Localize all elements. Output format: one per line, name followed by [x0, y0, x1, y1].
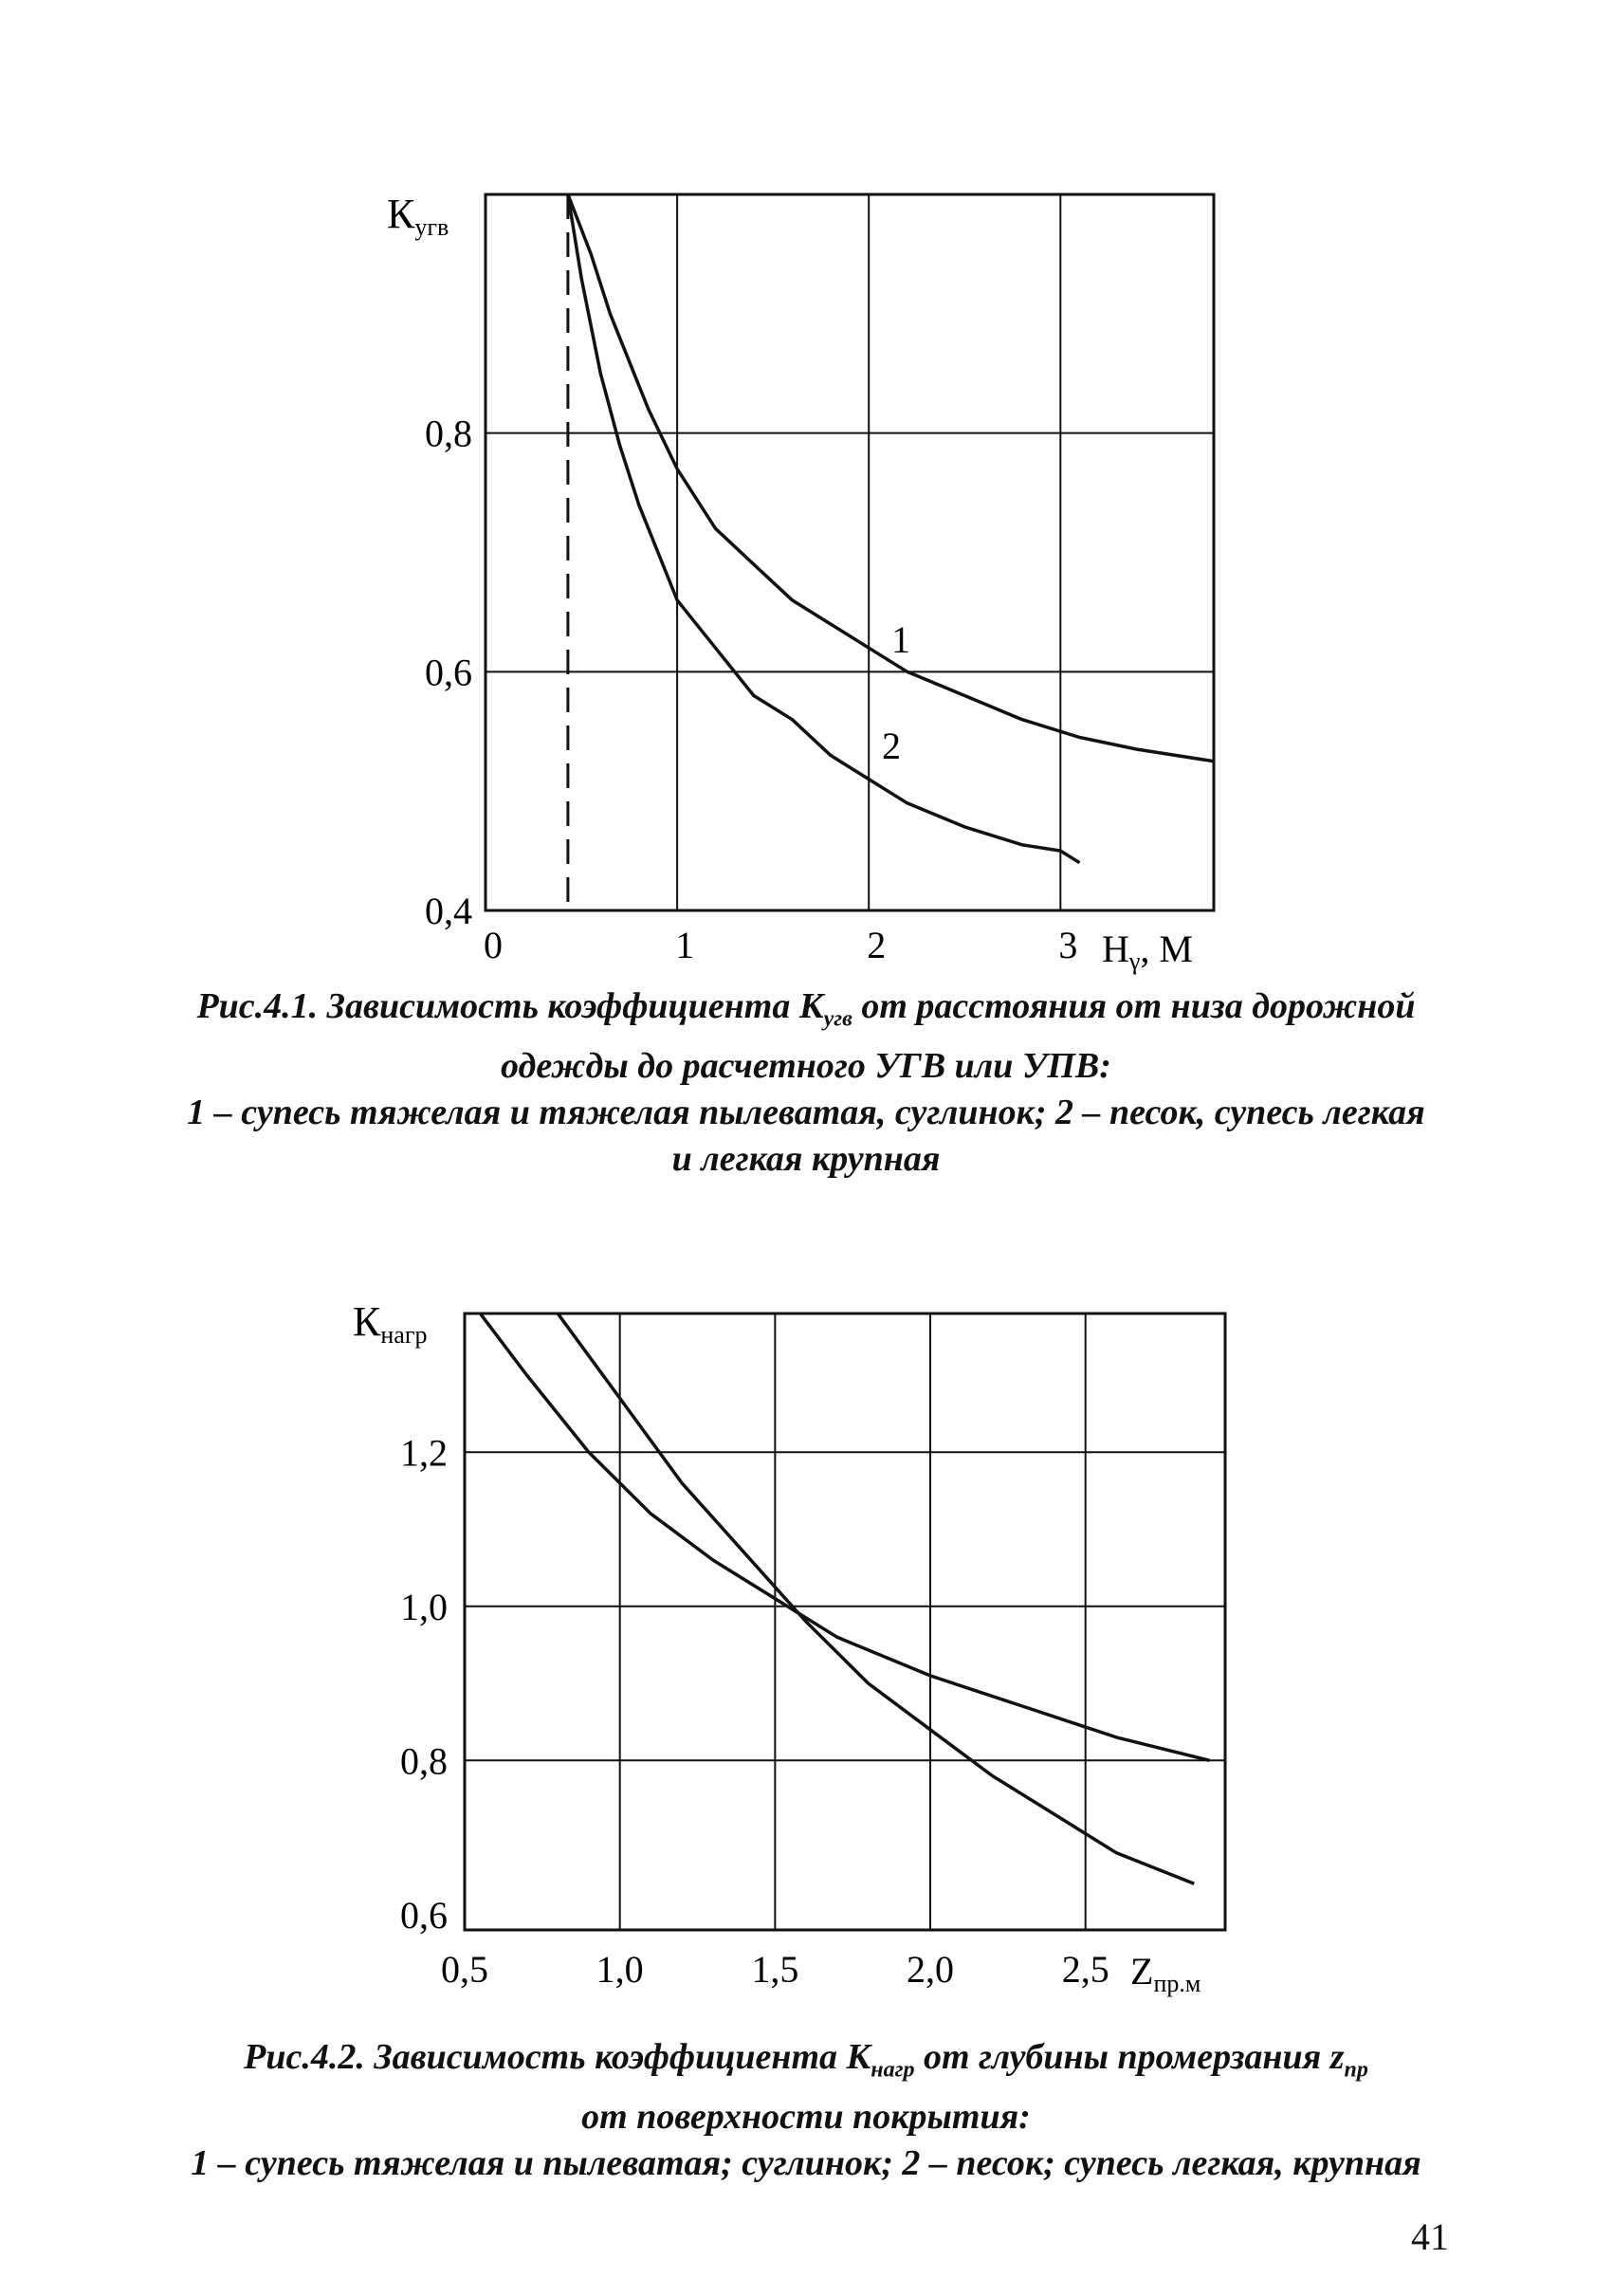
x-tick-label: 1,0 — [596, 1948, 644, 1991]
series-2-curve — [558, 1313, 1194, 1883]
caption-line: от поверхности покрытия: — [581, 2096, 1031, 2137]
caption-line: и легкая крупная — [671, 1138, 941, 1179]
caption-line: 1 – супесь тяжелая и пылеватая; суглинок; 2 – песок; супесь легкая, крупная — [191, 2142, 1421, 2183]
y-tick-label: 0,6 — [425, 651, 472, 694]
caption-line: Рис.4.1. Зависимость коэффициента $К_{угв}$ от расстояния от низа дорожной — [196, 986, 1416, 1032]
x-tick-label: 0 — [484, 924, 503, 966]
x-axis-label: $Z_{пр.м}$ — [1130, 1950, 1201, 1997]
figure-4-1-caption — [95, 983, 1517, 1183]
plot-frame — [465, 1313, 1225, 1930]
x-axis-label: $H_\gamma$, М — [1102, 928, 1193, 975]
y-axis-label: Кнагр — [353, 1298, 428, 1349]
y-tick-label: 0,8 — [425, 412, 472, 455]
caption-line: Рис.4.2. Зависимость коэффициента $К_{нагр}$ от глубины промерзания $z_{пр}$ — [244, 2037, 1368, 2083]
x-tick-label: 2,5 — [1061, 1948, 1109, 1991]
x-tick-label: 1 — [675, 924, 695, 966]
y-tick-label: 1,0 — [400, 1585, 448, 1628]
y-tick-label: 1,2 — [400, 1431, 448, 1475]
series-1-curve — [480, 1313, 1209, 1760]
y-tick-label: 0,8 — [400, 1739, 448, 1783]
x-tick-label: 0,5 — [441, 1948, 488, 1991]
caption-line: 1 – супесь тяжелая и тяжелая пылеватая, суглинок; 2 – песок, супесь легкая — [187, 1092, 1425, 1132]
page-number: 41 — [1411, 2215, 1449, 2258]
x-tick-label: 2 — [867, 924, 887, 966]
y-tick-label: 0,4 — [425, 890, 472, 932]
y-tick-label: 0,6 — [400, 1893, 448, 1937]
curve-label-2: 2 — [882, 725, 901, 767]
x-tick-label: 3 — [1058, 924, 1078, 966]
x-tick-label: 1,5 — [751, 1948, 799, 1991]
y-axis-label: Кугв — [387, 191, 449, 241]
figure-4-2-caption — [95, 2034, 1517, 2187]
x-tick-label: 2,0 — [907, 1948, 955, 1991]
caption-line: одежды до расчетного УГВ или УПВ: — [501, 1045, 1111, 1086]
curve-label-1: 1 — [891, 618, 910, 661]
